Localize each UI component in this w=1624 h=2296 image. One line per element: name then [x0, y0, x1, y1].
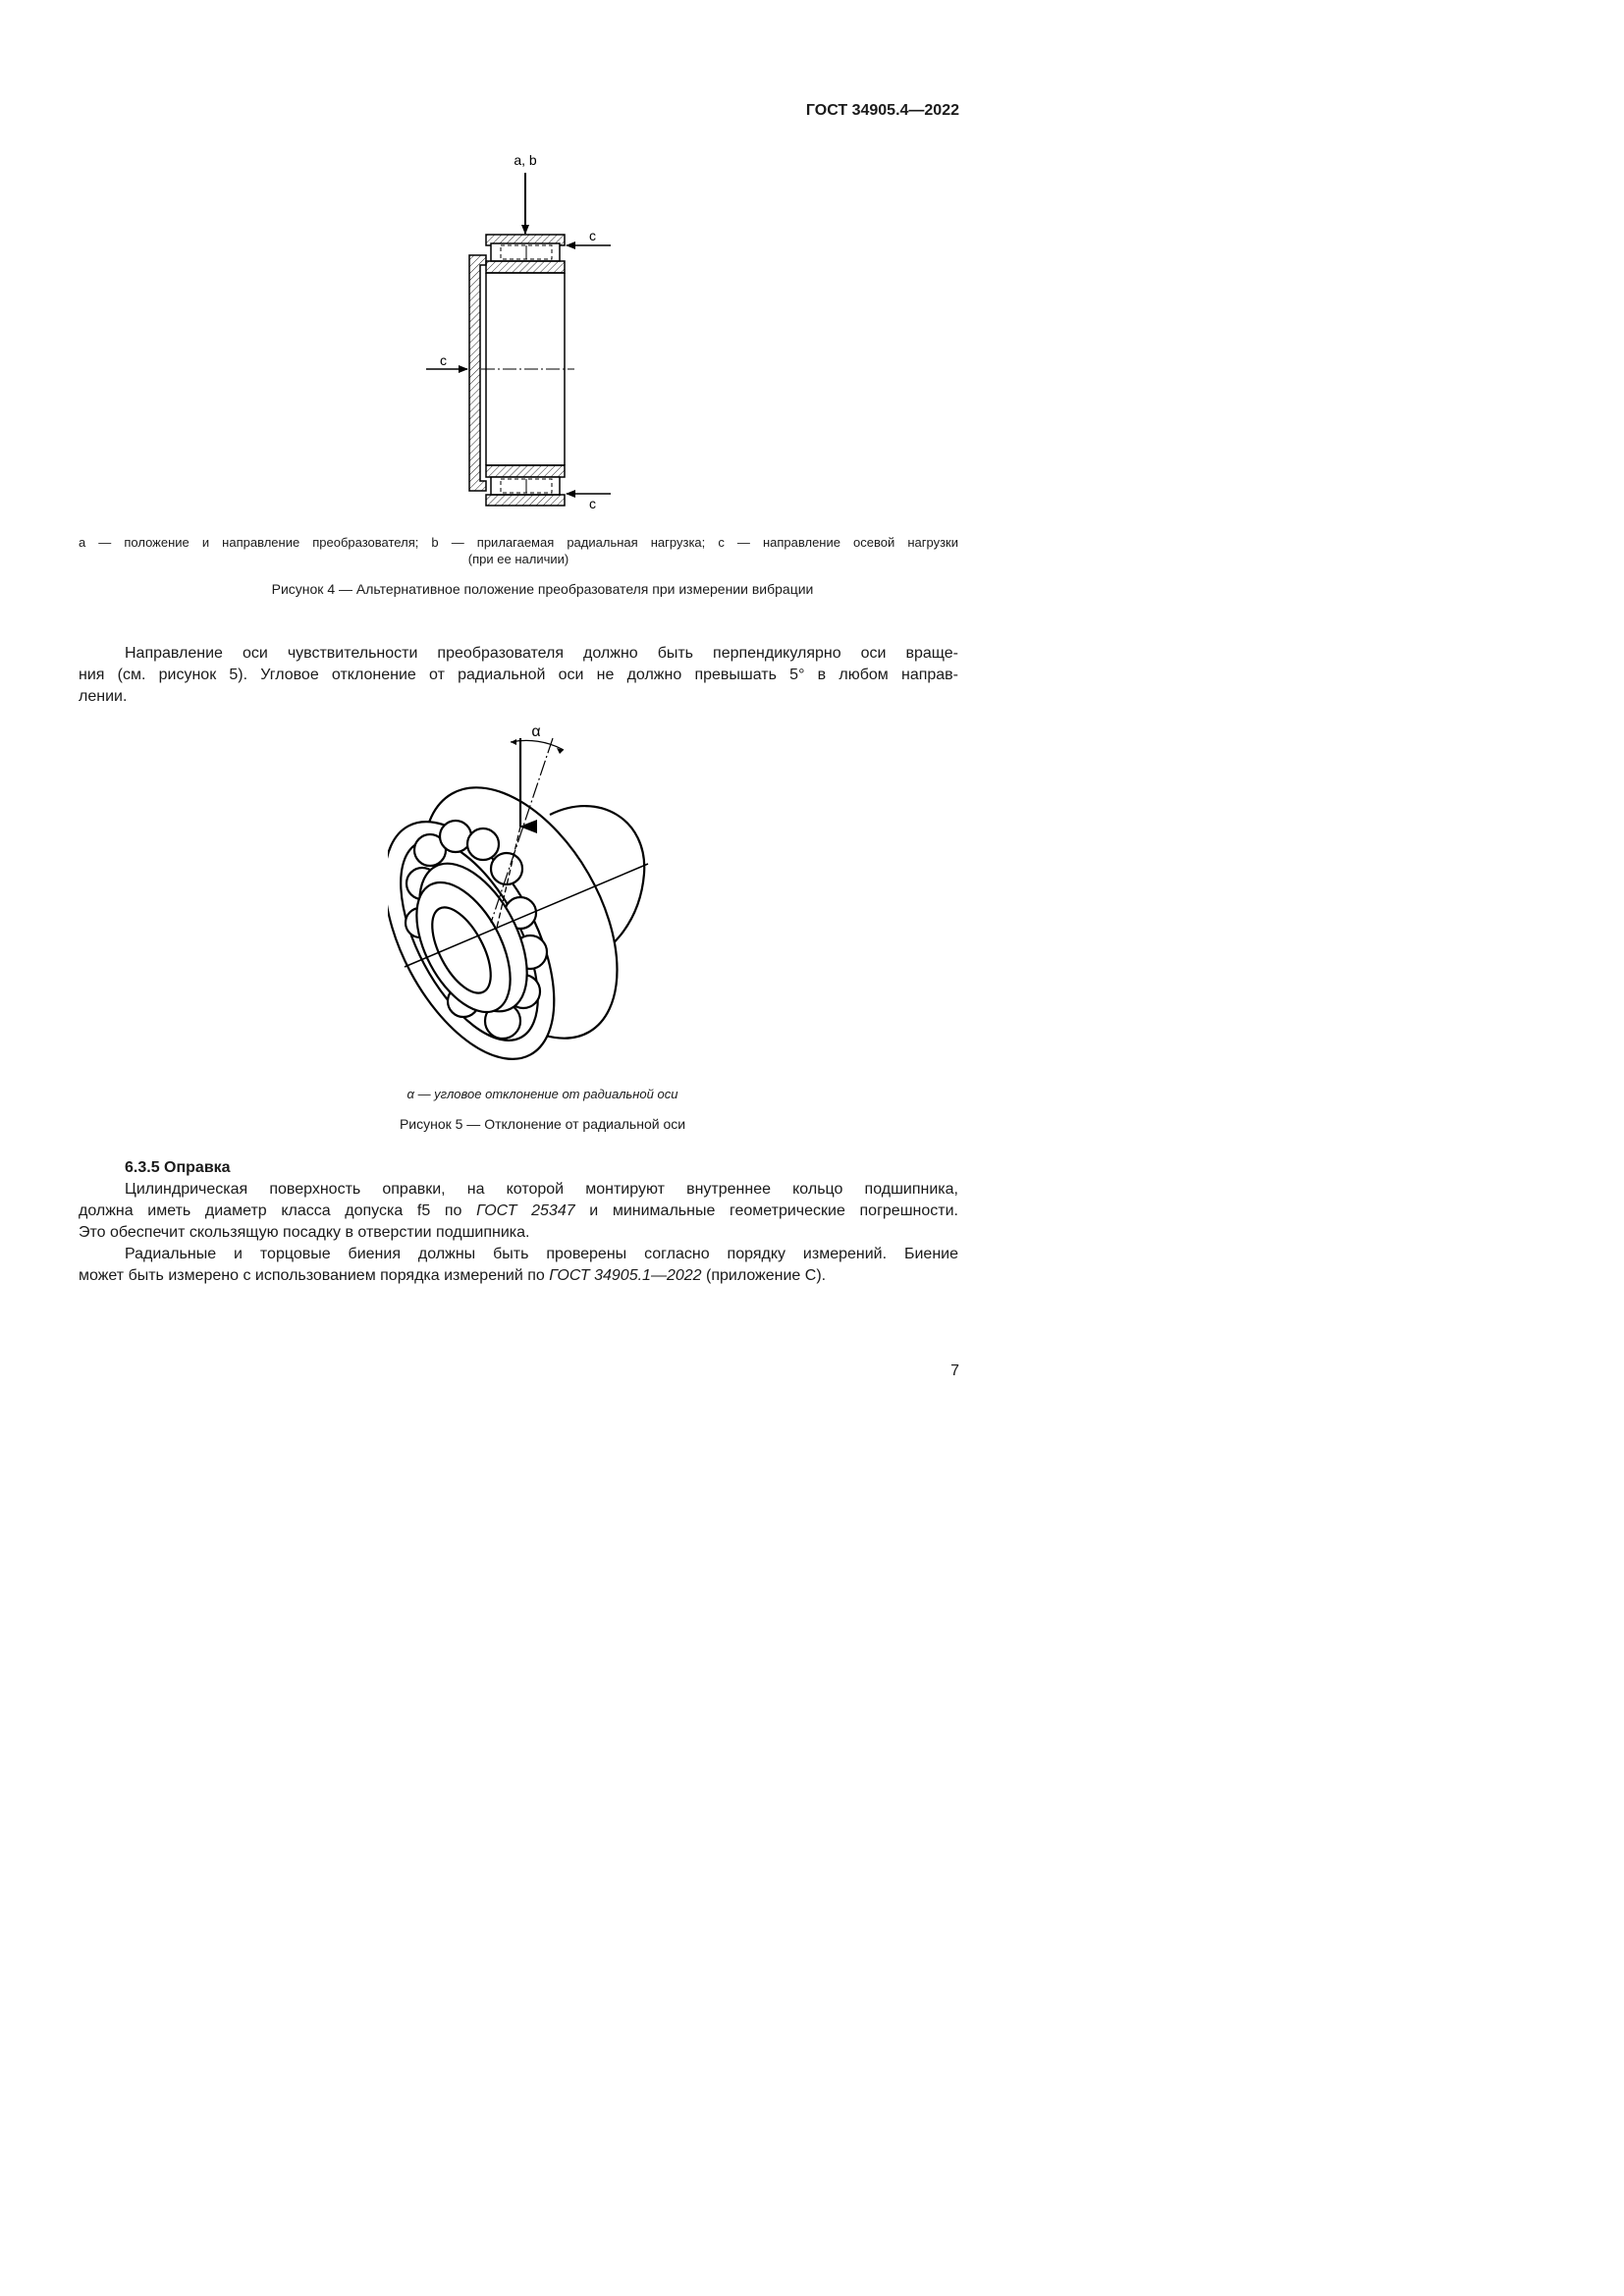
roller — [440, 821, 471, 852]
roller — [491, 853, 522, 884]
figure-5-bearing-isometric — [388, 721, 663, 1075]
figure-4-legend-continued: (при ее наличии) — [467, 552, 569, 566]
figure-5-legend: α — угловое отклонение от радиальной оси — [406, 1087, 678, 1101]
figure-5-caption: Рисунок 5 — Отклонение от радиальной оси — [399, 1116, 686, 1132]
label-ab: a, b — [514, 152, 537, 168]
paragraph-line: Направление оси чувствительности преобразователя должно быть перпендикулярно оси враще- — [125, 645, 958, 662]
standard-reference: ГОСТ 25347 — [476, 1202, 575, 1219]
paragraph-line: Цилиндрическая поверхность оправки, на которой монтируют внутреннее кольцо подшипника, — [125, 1181, 958, 1198]
inner-ring-top — [486, 261, 565, 273]
document-header: ГОСТ 34905.4—2022 — [805, 102, 959, 119]
label-c-bottom: c — [589, 496, 596, 511]
paragraph-line: может быть измерено с использованием порядка измерений по ГОСТ 34905.1—2022 (приложение С). — [79, 1267, 827, 1284]
inner-ring-bottom — [486, 465, 565, 477]
alpha-arc — [511, 740, 564, 750]
outer-ring-bottom — [486, 495, 565, 506]
paragraph-line: ния (см. рисунок 5). Угловое отклонение от радиальной оси не должно превышать 5° в любом направ- — [79, 667, 958, 683]
standard-reference: ГОСТ 34905.1—2022 — [549, 1267, 702, 1284]
roller-zone-top — [491, 243, 560, 261]
label-c-left: c — [440, 352, 447, 368]
paragraph-line: лении. — [79, 688, 128, 705]
paragraph-mandrel — [79, 1179, 958, 1287]
label-alpha: α — [531, 723, 541, 740]
figure-4-bearing-section — [412, 147, 628, 520]
paragraph-sensitivity-axis — [79, 643, 958, 708]
paragraph-line: Это обеспечит скользящую посадку в отверстии подшипника. — [79, 1224, 530, 1241]
roller — [467, 828, 499, 860]
figure-4-legend: a — положение и направление преобразователя; b — прилагаемая радиальная нагрузка; c — направление осевой нагрузки — [79, 535, 958, 550]
page-number: 7 — [950, 1362, 959, 1379]
paragraph-line: должна иметь диаметр класса допуска f5 по ГОСТ 25347 и минимальные геометрические погрешности. — [79, 1202, 958, 1219]
paragraph-line: Радиальные и торцовые биения должны быть проверены согласно порядку измерений. Биение — [125, 1246, 958, 1262]
section-heading: 6.3.5 Оправка — [125, 1159, 231, 1176]
figure-4-caption: Рисунок 4 — Альтернативное положение преобразователя при измерении вибрации — [271, 581, 814, 597]
label-c-top: c — [589, 228, 596, 243]
side-plate — [469, 255, 486, 491]
roller-zone-bottom — [491, 477, 560, 495]
